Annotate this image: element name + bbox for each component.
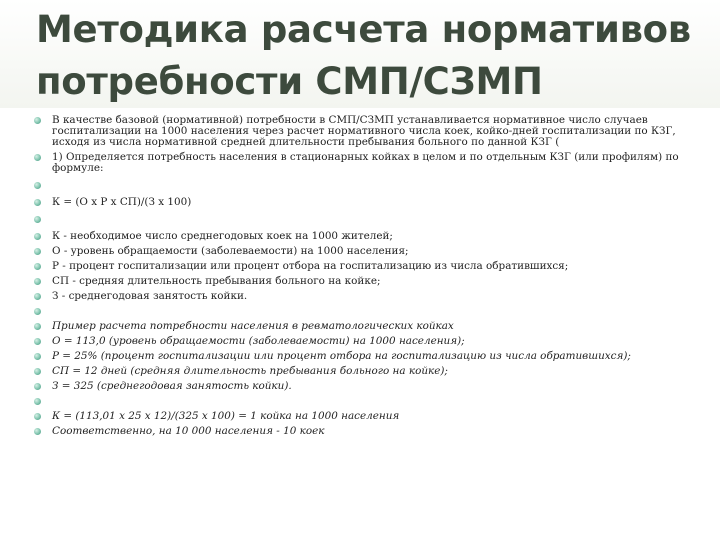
list-item-text: О = 113,0 (уровень обращаемости (заболеваемости) на 1000 населения); bbox=[52, 335, 465, 347]
example-heading: Пример расчета потребности населения в ревматологических койках bbox=[52, 320, 454, 332]
list-item bbox=[32, 276, 704, 287]
list-item bbox=[32, 411, 704, 422]
list-item bbox=[32, 214, 704, 225]
bullet-icon bbox=[34, 199, 41, 206]
list-item bbox=[32, 115, 704, 148]
slide-title bbox=[36, 4, 706, 108]
list-item bbox=[32, 381, 704, 392]
list-item-text: Соответственно, на 10 000 населения - 10 коек bbox=[52, 425, 325, 437]
title-line-2: потребности СМП/СЗМП bbox=[36, 60, 543, 103]
list-item bbox=[32, 261, 704, 272]
bullet-icon bbox=[34, 308, 41, 315]
bullet-icon bbox=[34, 428, 41, 435]
list-item-text: О - уровень обращаемости (заболеваемости) на 1000 населения; bbox=[52, 245, 409, 257]
bullet-icon bbox=[34, 383, 41, 390]
bullet-icon bbox=[34, 233, 41, 240]
bullet-icon bbox=[34, 182, 41, 189]
list-item-text: К - необходимое число среднегодовых коек на 1000 жителей; bbox=[52, 230, 393, 242]
list-item-text bbox=[52, 306, 704, 317]
bullet-icon bbox=[34, 338, 41, 345]
list-item-text: СП = 12 дней (средняя длительность пребывания больного на койке); bbox=[52, 365, 448, 377]
bullet-icon bbox=[34, 216, 41, 223]
list-item-text bbox=[52, 396, 704, 407]
list-item-text: СП - средняя длительность пребывания больного на койке; bbox=[52, 275, 381, 287]
bullet-icon bbox=[34, 413, 41, 420]
list-item-text: Р - процент госпитализации или процент отбора на госпитализацию из числа обратившихся; bbox=[52, 260, 569, 272]
bullet-icon bbox=[34, 368, 41, 375]
list-item bbox=[32, 197, 704, 208]
list-item bbox=[32, 336, 704, 347]
formula-text: К = (О х Р х СП)/(З х 100) bbox=[52, 196, 192, 208]
bullet-icon bbox=[34, 398, 41, 405]
bullet-icon bbox=[34, 263, 41, 270]
bullet-icon bbox=[34, 248, 41, 255]
bullet-icon bbox=[34, 154, 41, 161]
list-item bbox=[32, 231, 704, 242]
list-item-text bbox=[52, 180, 704, 191]
list-item bbox=[32, 366, 704, 377]
title-bar bbox=[0, 0, 720, 108]
list-item bbox=[32, 321, 704, 332]
list-item bbox=[32, 246, 704, 257]
list-item-text bbox=[52, 214, 704, 225]
bullet-icon bbox=[34, 293, 41, 300]
list-item bbox=[32, 291, 704, 302]
list-item bbox=[32, 426, 704, 437]
list-item-text: Р = 25% (процент госпитализации или процент отбора на госпитализацию из числа обратившихся); bbox=[52, 350, 631, 362]
bullet-icon bbox=[34, 117, 41, 124]
list-item bbox=[32, 351, 704, 362]
list-item-text: В качестве базовой (нормативной) потребности в СМП/СЗМП устанавливается нормативное число случаев госпитализации на 1000 населения через расчет нормативного числа коек, койко-дней госпитализации по КЗГ, исходя из числа нормативной средней длительности пребывания больного по данной КЗГ ( bbox=[52, 114, 676, 148]
bullet-icon bbox=[34, 278, 41, 285]
list-item bbox=[32, 396, 704, 407]
result-formula: К = (113,01 х 25 х 12)/(325 х 100) = 1 койка на 1000 населения bbox=[52, 410, 400, 422]
title-line-1: Методика расчета нормативов bbox=[36, 8, 691, 51]
list-item-text: З = 325 (среднегодовая занятость койки). bbox=[52, 380, 292, 392]
list-item bbox=[32, 152, 704, 174]
list-item-text: З - среднегодовая занятость койки. bbox=[52, 290, 248, 302]
bullet-icon bbox=[34, 323, 41, 330]
bullet-icon bbox=[34, 353, 41, 360]
bullet-list bbox=[32, 115, 704, 437]
list-item bbox=[32, 306, 704, 317]
list-item bbox=[32, 180, 704, 191]
list-item-text: 1) Определяется потребность населения в стационарных койках в целом и по отдельным КЗГ (или профилям) по формуле: bbox=[52, 151, 679, 174]
